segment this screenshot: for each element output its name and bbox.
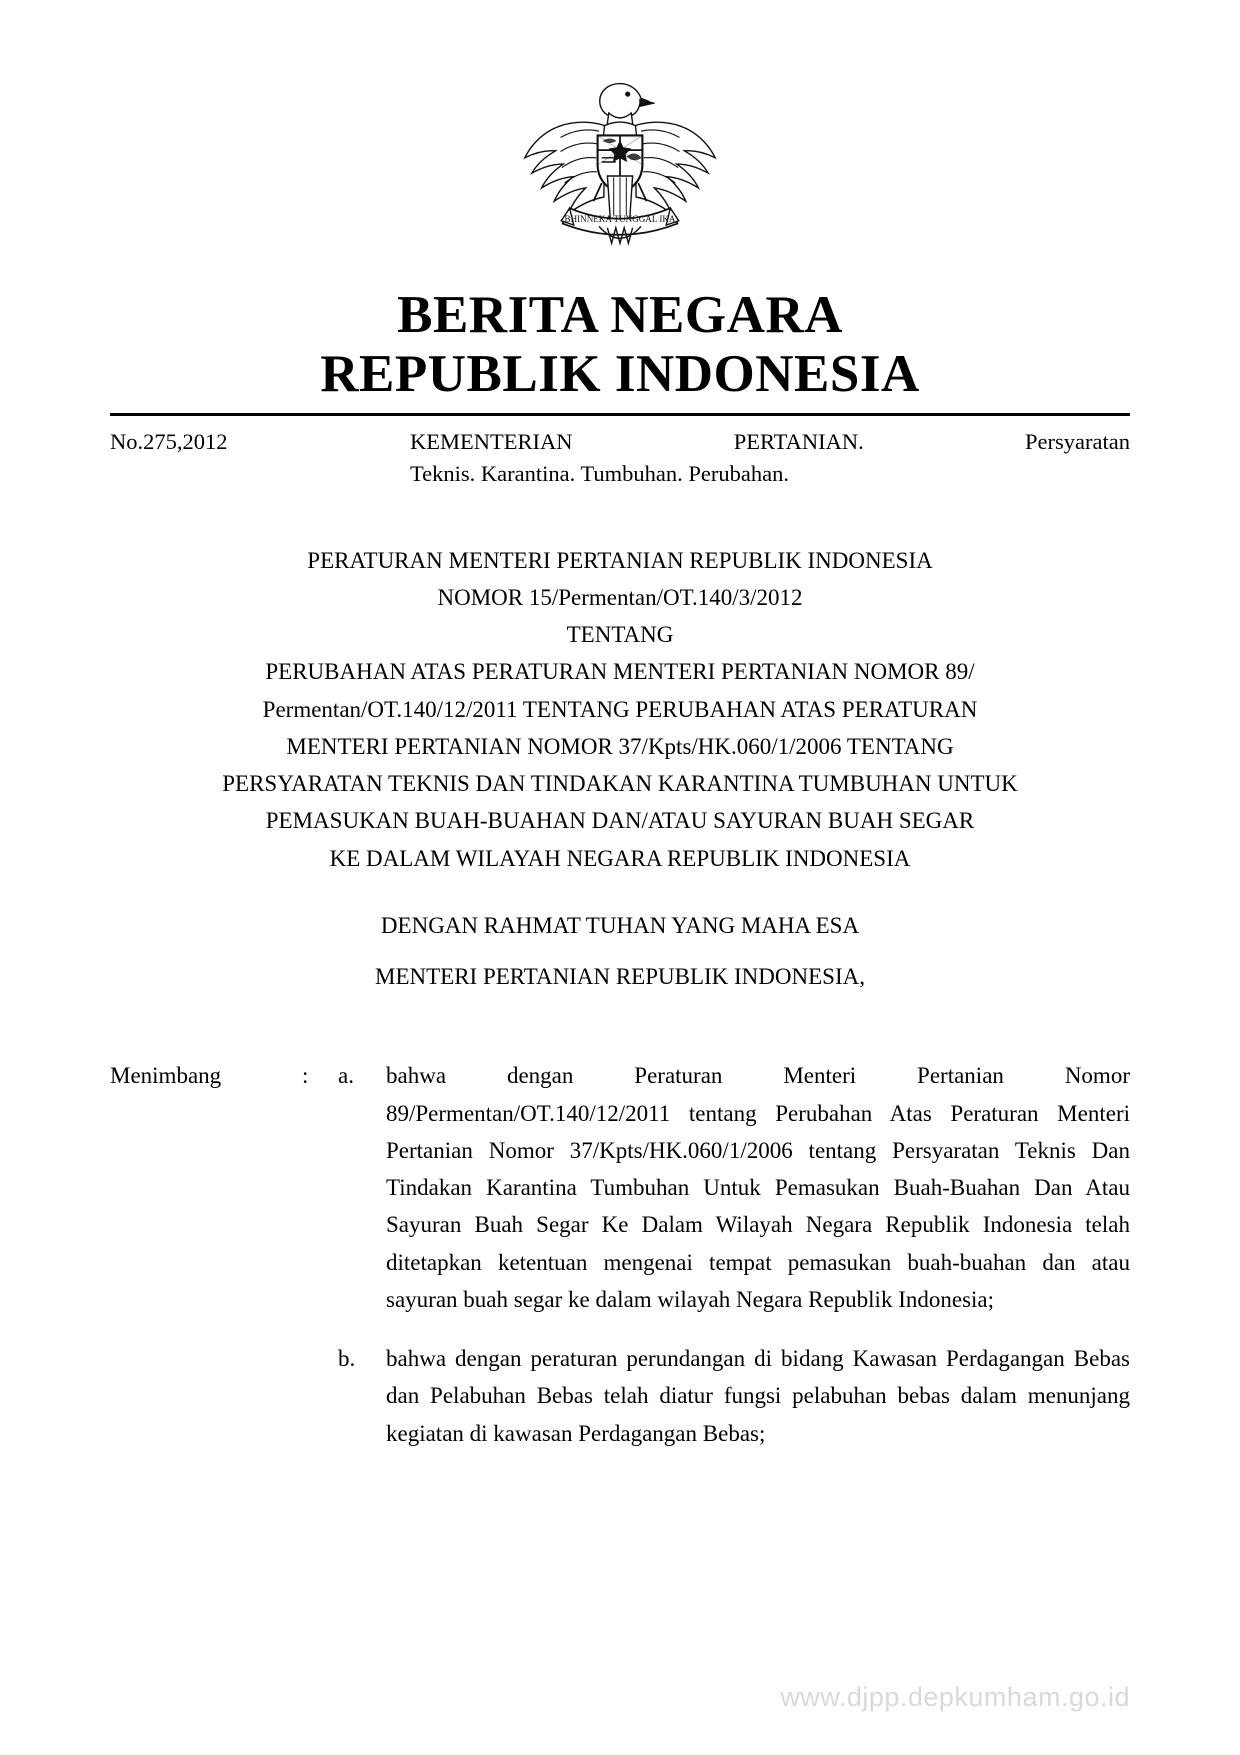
garuda-pancasila-emblem [515, 70, 725, 275]
title-line-3: TENTANG [566, 622, 674, 648]
invocation-line-1: DENGAN RAHMAT TUHAN YANG MAHA ESA [380, 912, 860, 938]
title-body-line-2: Permentan/OT.140/12/2011 TENTANG PERUBAHAN ATAS PERATURAN [262, 696, 978, 722]
emblem-container [110, 70, 1130, 280]
regulation-title-block [110, 542, 1130, 877]
considering-label: Menimbang [110, 1063, 222, 1089]
considering-item-text: bahwa dengan Peraturan Menteri Pertanian Nomor 89/Permentan/OT.140/12/2011 tentang Perubahan Atas Peraturan Menteri Pertanian Nomor 37/Kpts/HK.060/1/2006 tentang Persyaratan Teknis Dan Tindakan Karantina Tumbuhan Untuk Pemasukan Buah-Buahan Dan Atau Sayuran Buah Segar Ke Dalam Wilayah Negara Republik Indonesia telah ditetapkan ketentuan mengenai tempat pemasukan buah-buahan dan atau sayuran buah segar ke dalam wilayah Negara Republik Indonesia; [386, 1063, 1130, 1312]
invocation-block [110, 907, 1130, 996]
footer-watermark-url: www.djpp.depkumham.go.id [780, 1682, 1130, 1712]
masthead [110, 286, 1130, 405]
masthead-line-1: BERITA NEGARA [397, 286, 843, 344]
considering-item-b [110, 1340, 1130, 1452]
considering-colon: : [302, 1063, 309, 1089]
title-body-line-4: PERSYARATAN TEKNIS DAN TINDAKAN KARANTINA TUMBUHAN UNTUK [222, 771, 1018, 797]
considering-item-a [110, 1057, 1130, 1318]
title-line-1: PERATURAN MENTERI PERTANIAN REPUBLIK INDONESIA [307, 547, 933, 573]
title-body-line-1: PERUBAHAN ATAS PERATURAN MENTERI PERTANIAN NOMOR 89/ [265, 659, 975, 685]
issue-subject [410, 426, 1130, 490]
title-line-2: NOMOR 15/Permentan/OT.140/3/2012 [437, 584, 803, 610]
considering-item-letter: b. [338, 1346, 356, 1372]
considering-item-text: bahwa dengan peraturan perundangan di bidang Kawasan Perdagangan Bebas dan Pelabuhan Bebas telah diatur fungsi pelabuhan bebas dalam menunjang kegiatan di kawasan Perdagangan Bebas; [386, 1346, 1130, 1446]
considering-item-letter: a. [338, 1063, 354, 1089]
svg-text:BHINNEKA TUNGGAL IKA: BHINNEKA TUNGGAL IKA [564, 214, 676, 225]
masthead-divider [110, 413, 1130, 416]
title-body-line-5: PEMASUKAN BUAH-BUAHAN DAN/ATAU SAYURAN BUAH SEGAR [265, 808, 975, 834]
invocation-line-2: MENTERI PERTANIAN REPUBLIK INDONESIA, [375, 964, 865, 990]
masthead-line-2: REPUBLIK INDONESIA [320, 345, 920, 404]
issue-subject-line-1: KEMENTERIAN PERTANIAN. Persyaratan [410, 428, 1130, 454]
title-body-line-3: MENTERI PERTANIAN NOMOR 37/Kpts/HK.060/1/2006 TENTANG [286, 733, 954, 759]
issue-subject-line-2: Teknis. Karantina. Tumbuhan. Perubahan. [410, 460, 789, 486]
considering-section [110, 1057, 1130, 1452]
issue-line [110, 426, 1130, 490]
title-body-line-6: KE DALAM WILAYAH NEGARA REPUBLIK INDONESIA [329, 845, 911, 871]
issue-number: No.275,2012 [110, 428, 228, 454]
